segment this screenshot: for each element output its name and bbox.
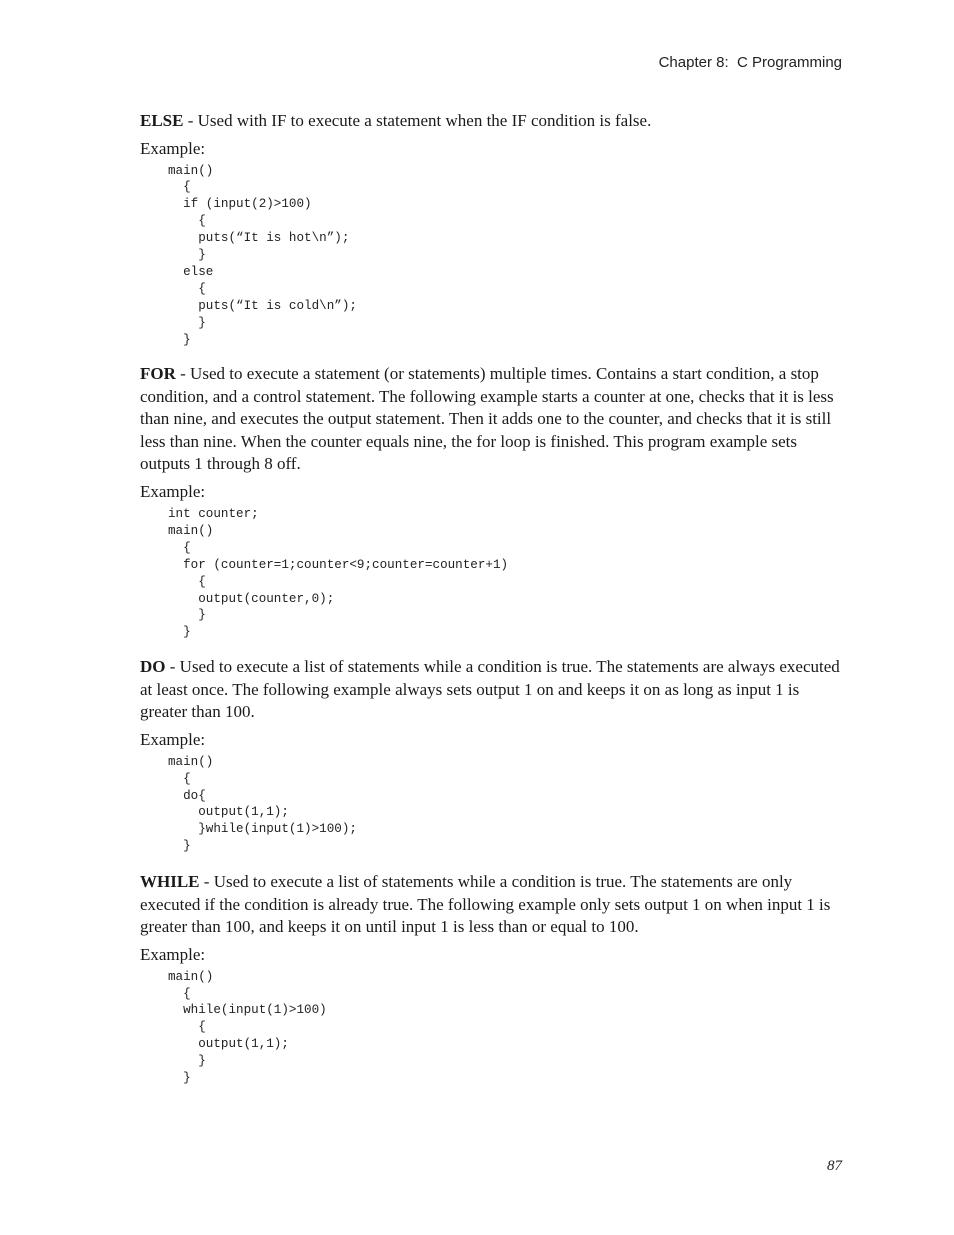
section-else: [140, 110, 840, 348]
do-description-text: - Used to execute a list of statements while a condition is true. The statements are always executed at least once. The following example always sets output 1 on and keeps it on as long as input 1 is greater than 100.: [140, 657, 840, 722]
page-number: 87: [827, 1158, 842, 1174]
do-keyword: DO: [140, 657, 166, 677]
else-keyword: ELSE: [140, 111, 184, 130]
for-description: [140, 363, 840, 476]
section-for: [140, 363, 840, 641]
while-description: [140, 871, 840, 939]
for-code-block: int counter; main() { for (counter=1;counter<9;counter=counter+1) { output(counter,0); } }: [168, 506, 509, 640]
else-description: [140, 110, 840, 133]
do-code-block: main() { do{ output(1,1); }while(input(1)>100); }: [168, 754, 357, 854]
while-keyword: WHILE: [140, 872, 200, 892]
while-description-text: - Used to execute a list of statements while a condition is true. The statements are only executed if the condition is already true. The following example only sets output 1 on when input 1 is greater than 100, and keeps it on until input 1 is less than or equal to 100.: [140, 872, 831, 937]
running-header: Chapter 8: C Programming: [658, 54, 842, 71]
do-example-label: Example:: [140, 729, 206, 749]
section-while: [140, 871, 840, 1087]
else-description-text: - Used with IF to execute a statement when the IF condition is false.: [183, 111, 652, 130]
while-code-block: main() { while(input(1)>100) { output(1,1); } }: [168, 969, 327, 1086]
section-do: [140, 656, 840, 855]
else-code-block: main() { if (input(2)>100) { puts(“It is hot\n”); } else { puts(“It is cold\n”); } }: [168, 163, 357, 347]
page-body: [140, 110, 840, 1087]
do-description: [140, 656, 840, 724]
for-description-text: - Used to execute a statement (or statements) multiple times. Contains a start condition, a stop condition, and a control statement. The following example starts a counter at one, checks that it is less than nine, and executes the output statement. Then it adds one to the counter, and checks that it is still less than nine. When the counter equals nine, the for loop is finished. This program example sets outputs 1 through 8 off.: [140, 364, 834, 474]
for-keyword: FOR: [140, 364, 176, 384]
for-example-label: Example:: [140, 481, 206, 501]
while-example-label: Example:: [140, 944, 206, 964]
else-example-label: Example:: [140, 138, 206, 158]
